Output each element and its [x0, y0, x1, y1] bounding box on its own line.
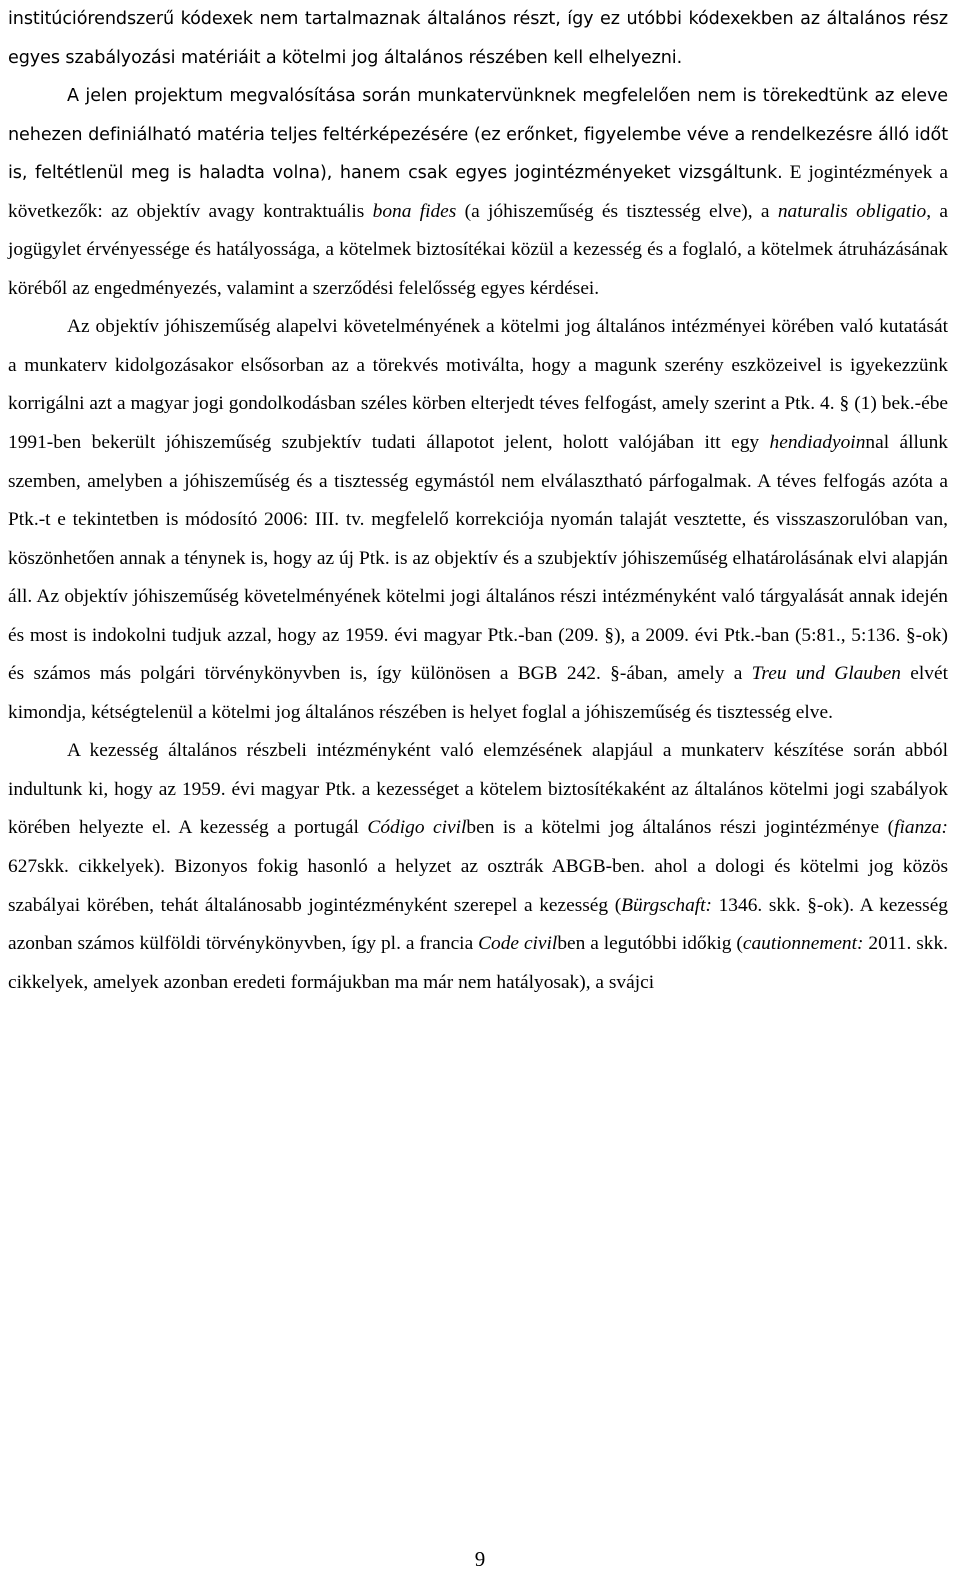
- text-span: nal állunk szemben, amelyben a jóhiszeműség és a tisztesség egymástól nem elválasztható párfogalmak. A téves felfogás azóta a Ptk.-t e tekintetben is módosító 2006: III. tv. megfelelő korrekciója nyomán talaját vesztette, és visszaszorulóban van, köszönhetően annak a ténynek is, hogy az új Ptk. is az objektív és a szubjektív jóhiszeműség elhatárolásának elvi alapján áll. Az objektív jóhiszeműség követelményének kötelmi jogi általános részi intézményként való tárgyalását annak idején és most is indokolni tudjuk azzal, hogy az 1959. évi magyar Ptk.-ban (209. §), a 2009. évi Ptk.-ban (5:81., 5:136. §-ok) és számos más polgári törvénykönyvben is, így különösen a BGB 242. §-ában, amely a: [8, 432, 948, 685]
- italic-term: Bürgschaft:: [621, 894, 713, 916]
- paragraph-intro: [8, 0, 948, 77]
- text-span: , a jogügylet érvényessége és hatályossága, a kötelmek biztosítékai közül a kezesség és a foglaló, a kötelmek átruházásának köréből az engedményezés, valamint a szerződési felelősség egyes kérdései.: [8, 200, 948, 299]
- italic-term: Treu und Glauben: [751, 663, 901, 685]
- text-span: ben is a kötelmi jog általános részi jogintézménye (: [466, 817, 895, 839]
- paragraph-project: [8, 77, 948, 308]
- italic-term: Código civil: [367, 817, 467, 839]
- italic-term: naturalis obligatio: [777, 200, 927, 222]
- italic-term: cautionnement:: [742, 933, 864, 955]
- text-span: 1346. skk. §-ok). A kezesség azonban számos külföldi törvénykönyvben, így pl. a francia: [8, 894, 948, 955]
- paragraph-suretyship: [8, 732, 948, 1002]
- text-span: institúciórendszerű kódexek nem tartalmaznak általános részt, így ez utóbbi kódexekben az általános rész egyes szabályozási matériáit a kötelmi jog általános részében kell elhelyezni.: [8, 9, 948, 68]
- text-span: A jelen projektum megvalósítása során munkatervünknek megfelelően nem is törekedtünk az eleve nehezen definiálható matéria teljes feltérképezésére (ez erőnket, figyelembe véve a rendelkezésre álló időt is, feltétlenül meg is haladta volna), hanem csak egyes jogintézményeket vizsgáltunk.: [8, 86, 948, 184]
- text-span: 2011. skk. cikkelyek, amelyek azonban eredeti formájukban ma már nem hatályosak), a svájci: [8, 933, 949, 993]
- text-span: ben a legutóbbi időkig (: [557, 933, 743, 955]
- page-number: 9: [474, 1547, 486, 1571]
- italic-term: fianza:: [894, 817, 948, 839]
- document-page: [8, 0, 948, 1002]
- italic-term: Code civil: [478, 933, 558, 955]
- italic-term: bona fides: [372, 200, 457, 222]
- text-span: E jogintézmények a következők: az objektív avagy kontraktuális: [8, 162, 948, 222]
- text-span: (a jóhiszeműség és tisztesség elve), a: [464, 200, 770, 222]
- italic-term: hendiadyoin: [769, 432, 866, 454]
- text-span: A kezesség általános részbeli intézményként való elemzésének alapjául a munkaterv készítése során abból indultunk ki, hogy az 1959. évi magyar Ptk. a kezességet a kötelem biztosítékaként az általános kötelmi jogi szabályok körében helyezte el. A kezesség a portugál: [8, 740, 948, 839]
- text-span: elvét kimondja, kétségtelenül a kötelmi jog általános részében is helyet foglal a jóhiszeműség és tisztesség elve.: [8, 663, 948, 723]
- text-span: Az objektív jóhiszeműség alapelvi követelményének a kötelmi jog általános intézményei körében való kutatását a munkaterv kidolgozásakor elsősorban az a törekvés motiválta, hogy a magunk szerény eszközeivel is igyekezzünk korrigálni azt a magyar jogi gondolkodásban széles körben elterjedt téves felfogást, amely szerint a Ptk. 4. § (1) bek.-ébe 1991-ben bekerült jóhiszeműség szubjektív tudati állapotot jelent, holott valójában itt egy: [8, 316, 948, 454]
- text-span: 627skk. cikkelyek). Bizonyos fokig hasonló a helyzet az osztrák ABGB-ben. ahol a dologi és kötelmi jog közös szabályai körében, tehát általánosabb jogintézményként szerepel a kezesség (: [8, 856, 948, 916]
- paragraph-objective-good-faith: [8, 308, 948, 732]
